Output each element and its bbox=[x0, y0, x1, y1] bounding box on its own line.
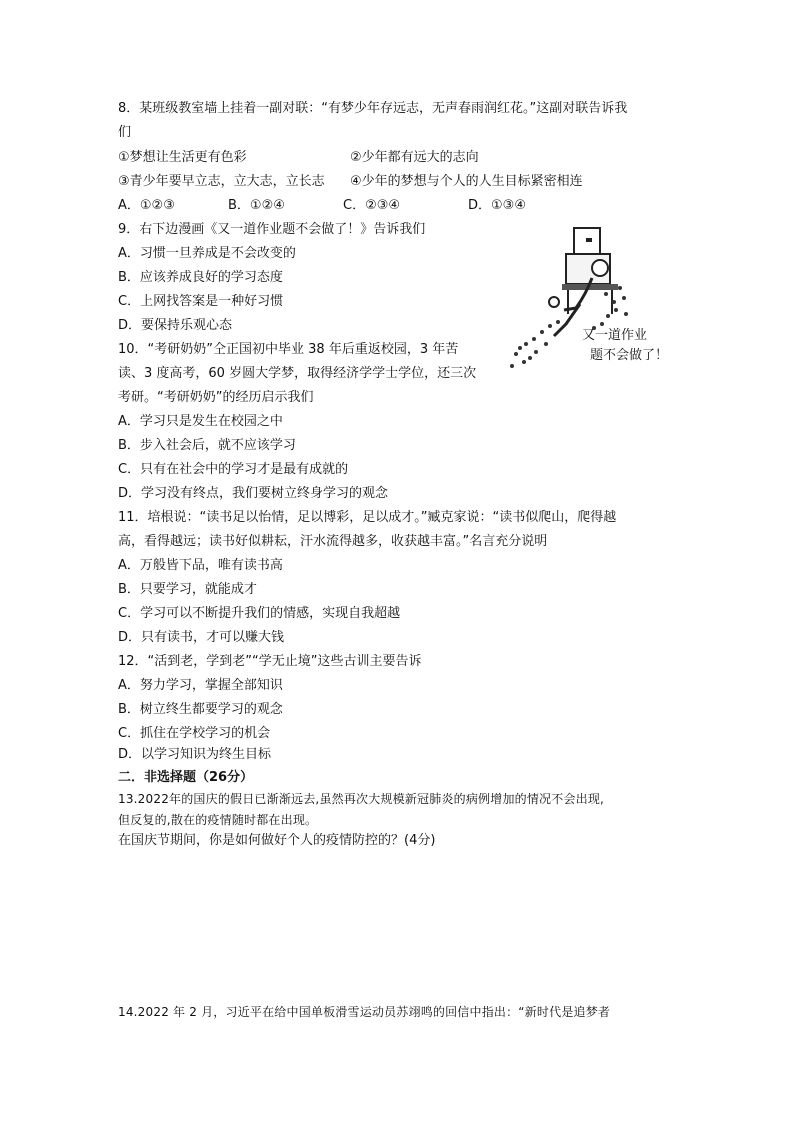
q12-option-d: D．以学习知识为终生目标 bbox=[118, 747, 272, 762]
q13-question: 在国庆节期间，你是如何做好个人的疫情防控的？(4分) bbox=[118, 833, 436, 848]
q11-option-a: A．万般皆下品，唯有读书高 bbox=[118, 558, 283, 573]
q10-option-a: A．学习只是发生在校园之中 bbox=[118, 414, 283, 429]
q10-stem-line3: 考研。“考研奶奶”的经历启示我们 bbox=[118, 390, 314, 405]
q8-statement-3: ③青少年要早立志，立大志，立长志 bbox=[118, 174, 325, 189]
q9-option-c: C．上网找答案是一种好习惯 bbox=[118, 294, 284, 309]
q8-stem-line2: 们 bbox=[118, 125, 132, 140]
q10-stem-line2: 读、3 度高考，60 岁圆大学梦，取得经济学学士学位，还三次 bbox=[118, 366, 477, 381]
q8-statement-2: ②少年都有远大的志向 bbox=[350, 150, 479, 165]
cartoon-caption-line1: 又一道作业 bbox=[582, 328, 648, 343]
q11-stem-line2: 高，看得越远；读书好似耕耘，汗水流得越多，收获越丰富。”名言充分说明 bbox=[118, 534, 548, 549]
q8-statements-row1 bbox=[118, 149, 718, 167]
q12-option-a: A．努力学习，掌握全部知识 bbox=[118, 678, 283, 693]
q12-stem: 12．“活到老，学到老”“学无止境”这些古训主要告诉 bbox=[118, 654, 422, 669]
q14-stem-line1: 14.2022 年 2 月，习近平在给中国单板滑雪运动员苏翊鸣的回信中指出：“新时代是追梦者 bbox=[118, 1005, 611, 1019]
cartoon-caption bbox=[582, 326, 668, 366]
cartoon-caption-line2: 题不会做了！ bbox=[590, 348, 669, 363]
q8-stem-line1: 8．某班级教室墙上挂着一副对联：“有梦少年存远志，无声春雨润红花。”这副对联告诉我 bbox=[118, 101, 628, 116]
q13-stem-line2: 但反复的,散在的疫情随时都在出现。 bbox=[118, 813, 318, 827]
q11-stem-line1: 11．培根说：“读书足以怡情，足以博彩，足以成才。”臧克家说：“读书似爬山，爬得越 bbox=[118, 510, 617, 525]
q11-option-d: D．只有读书，才可以赚大钱 bbox=[118, 630, 285, 645]
cartoon-illustration bbox=[506, 224, 684, 374]
q12-option-c: C．抓住在学校学习的机会 bbox=[118, 726, 271, 741]
q10-option-c: C．只有在社会中的学习才是最有成就的 bbox=[118, 462, 349, 477]
q11-option-b: B．只要学习，就能成才 bbox=[118, 582, 257, 597]
section2-title: 二．非选择题（26分） bbox=[118, 770, 254, 785]
q8-option-b: B．①②④ bbox=[228, 198, 285, 213]
q10-stem-line1: 10．“考研奶奶”仝正国初中毕业 38 年后重返校园，3 年苦 bbox=[118, 342, 459, 357]
q9-option-b: B．应该养成良好的学习态度 bbox=[118, 270, 283, 285]
q8-statements-row2 bbox=[118, 173, 718, 191]
q10-option-b: B．步入社会后，就不应该学习 bbox=[118, 438, 296, 453]
q8-statement-4: ④少年的梦想与个人的人生目标紧密相连 bbox=[350, 174, 583, 189]
q8-choices bbox=[118, 197, 718, 215]
q8-option-d: D．①③④ bbox=[468, 198, 526, 213]
q9-stem: 9．右下边漫画《又一道作业题不会做了！》告诉我们 bbox=[118, 222, 426, 237]
q9-option-a: A．习惯一旦养成是不会改变的 bbox=[118, 246, 296, 261]
q10-option-d: D．学习没有终点，我们要树立终身学习的观念 bbox=[118, 486, 389, 501]
q11-option-c: C．学习可以不断提升我们的情感，实现自我超越 bbox=[118, 606, 401, 621]
q8-option-a: A．①②③ bbox=[118, 198, 175, 213]
q8-option-c: C．②③④ bbox=[343, 198, 401, 213]
q12-option-b: B．树立终生都要学习的观念 bbox=[118, 702, 283, 717]
q9-option-d: D．要保持乐观心态 bbox=[118, 318, 233, 333]
q8-statement-1: ①梦想让生活更有色彩 bbox=[118, 150, 247, 165]
q13-stem-line1: 13.2022年的国庆的假日已渐渐远去,虽然再次大规模新冠肺炎的病例增加的情况不会出现, bbox=[118, 792, 605, 806]
